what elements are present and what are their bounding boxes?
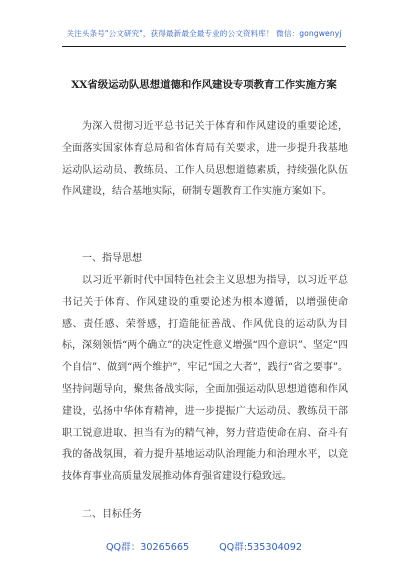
footer-contact xyxy=(0,539,408,553)
header-divider xyxy=(62,46,346,47)
document-title: XX省级运动队思想道德和作风建设专项教育工作实施方案 xyxy=(71,79,337,91)
intro-paragraph: 为深入贯彻习近平总书记关于体育和作风建设的重要论述，全面落实国家体育总局和省体育局有关要求，进一步提升我基地运动队运动员、教练员、工作人员思想道德素质，持续强化队伍作风建设，结合基地实际，研制专题教育工作实施方案如下。 xyxy=(62,121,348,198)
footer-qq-group-2: QQ群:535304092 xyxy=(219,542,302,553)
footer-qq-group-1: QQ群：30265665 xyxy=(106,542,190,553)
section-heading-goals-tasks: 二、目标任务 xyxy=(82,509,142,520)
guiding-ideology-paragraph: 以习近平新时代中国特色社会主义思想为指导，以习近平总书记关于体育、作风建设的重要论述为根本遵循，以增强使命感、责任感、荣誉感，打造能征善战、作风优良的运动队为目标，深刻领悟“两个确立”的决定性意义增强“四个意识”、坚定“四个自信”、做到“两个维护”，牢记“国之大者”，践行“省之要事”。坚持问题导向，聚焦备战实际，全面加强运动队思想道德和作风建设，弘扬中华体育精神，进一步提振广大运动员、教练员干部职工锐意进取、担当有为的精气神，努力营造使命在肩、奋斗有我的备战氛围，着力提升基地运动队治理能力和治理水平，以竞技体育事业高质量发展推动体育强省建设行稳致远。 xyxy=(62,275,348,483)
header-banner: 关注头条号"公文研究"，获得最新最全最专业的公文资料库！ 微信：gongwenyj xyxy=(66,29,342,38)
section-heading-guiding-ideology: 一、指导思想 xyxy=(82,253,142,264)
